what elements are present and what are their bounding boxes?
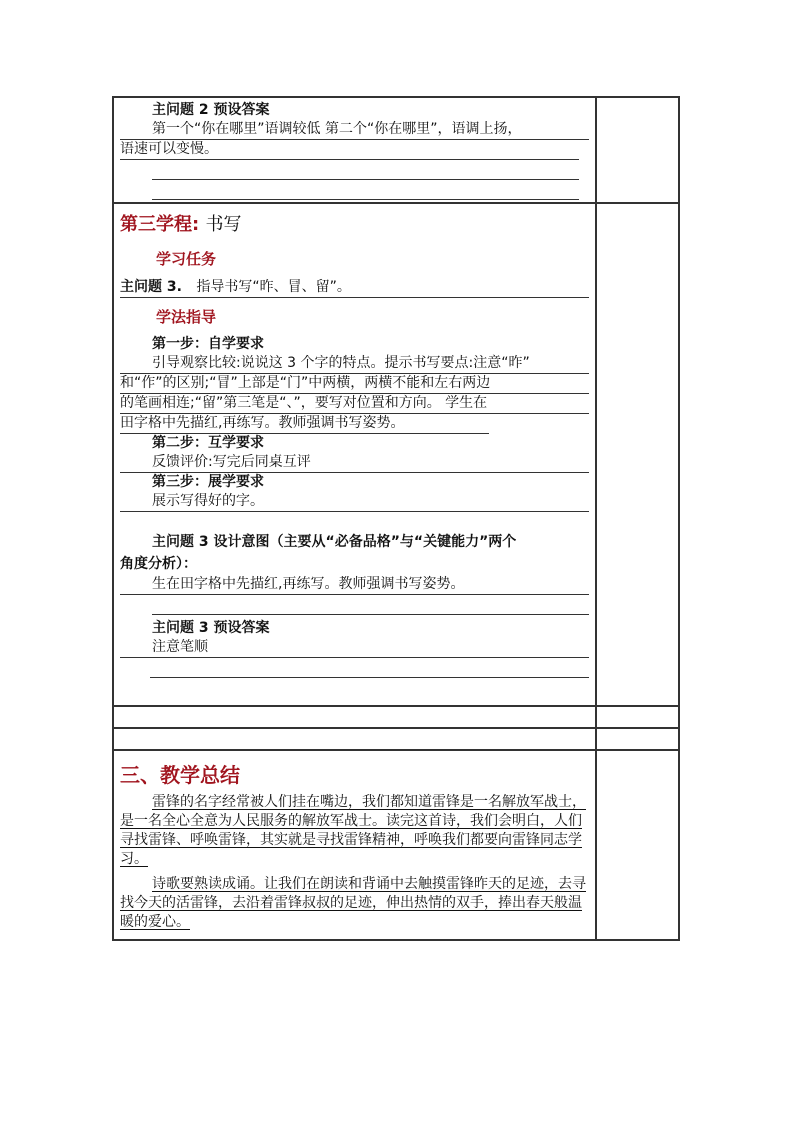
q2-answer-title: 主问题 2 预设答案 <box>152 102 270 118</box>
q3-line <box>120 278 589 298</box>
step3-title: 第三步：展学要求 <box>152 474 264 490</box>
summary-para-line: 雷锋的名字经常被人们挂在嘴边，我们都知道雷锋是一名解放军战士， <box>152 794 586 810</box>
step1-title: 第一步：自学要求 <box>152 336 264 352</box>
main-cell <box>114 204 597 705</box>
blank-line <box>152 595 589 615</box>
table-row <box>114 729 678 751</box>
stage-subtitle: 书写 <box>205 214 242 235</box>
step1-line: 引导观察比较:说说这 3 个字的特点。提示书写要点:注意“昨” <box>120 354 589 374</box>
step1-line: 田字格中先描红,再练写。教师强调书写姿势。 <box>120 414 489 434</box>
summary-para-line: 是一名全心全意为人民服务的解放军战士。读完这首诗，我们会明白，人们 <box>120 813 582 829</box>
summary-para-line: 习。 <box>120 851 148 867</box>
main-cell <box>114 98 597 202</box>
blank-line <box>152 160 579 180</box>
step2-text: 反馈评价:写完后同桌互评 <box>120 453 589 473</box>
summary-para-line: 寻找雷锋、呼唤雷锋，其实就是寻找雷锋精神，呼唤我们都要向雷锋同志学 <box>120 832 582 848</box>
side-cell <box>597 707 678 727</box>
table-row <box>114 751 678 939</box>
summary-para-line: 诗歌要熟读成诵。让我们在朗读和背诵中去触摸雷锋昨天的足迹，去寻 <box>152 876 586 892</box>
side-cell <box>597 98 678 202</box>
summary-para-line: 暖的爱心。 <box>120 914 190 930</box>
side-cell <box>597 729 678 749</box>
side-cell <box>597 204 678 705</box>
step1-line: 和“作”的区别;“冒”上部是“门”中两横，两横不能和左右两边 <box>120 374 589 394</box>
main-cell <box>114 729 597 749</box>
table-row <box>114 98 678 204</box>
design-title: 主问题 3 设计意图（主要从“必备品格”与“关键能力”两个 <box>152 534 517 550</box>
step1-line: 的笔画相连;“留”第三笔是“、”，要写对位置和方向。 学生在 <box>120 394 589 414</box>
q3-answer-title: 主问题 3 预设答案 <box>152 620 270 636</box>
summary-title: 三、教学总结 <box>120 763 240 787</box>
q2-answer-line: 语速可以变慢。 <box>120 140 579 160</box>
design-text: 生在田字格中先描红,再练写。教师强调书写姿势。 <box>120 575 589 595</box>
method-title: 学法指导 <box>156 308 217 326</box>
stage-heading <box>120 212 589 238</box>
q2-answer-line: 第一个“你在哪里”语调较低 第二个“你在哪里”，语调上扬， <box>120 120 589 140</box>
table-row <box>114 204 678 707</box>
table-row <box>114 707 678 729</box>
q3-text: 指导书写“昨、冒、留”。 <box>196 279 351 295</box>
blank-line <box>152 180 579 200</box>
main-cell <box>114 707 597 727</box>
q3-answer-text: 注意笔顺 <box>120 638 589 658</box>
lesson-plan-table <box>112 96 680 941</box>
stage-title: 第三学程: <box>120 214 200 235</box>
design-title-cont: 角度分析）： <box>120 556 197 572</box>
side-cell <box>597 751 678 939</box>
main-cell <box>114 751 597 939</box>
task-title: 学习任务 <box>156 250 217 268</box>
q3-label: 主问题 3. <box>120 279 182 295</box>
step2-title: 第二步：互学要求 <box>152 435 264 451</box>
step3-text: 展示写得好的字。 <box>120 492 589 512</box>
blank-line <box>150 658 589 678</box>
summary-para-line: 找今天的活雷锋，去沿着雷锋叔叔的足迹，伸出热情的双手，捧出春天般温 <box>120 895 582 911</box>
